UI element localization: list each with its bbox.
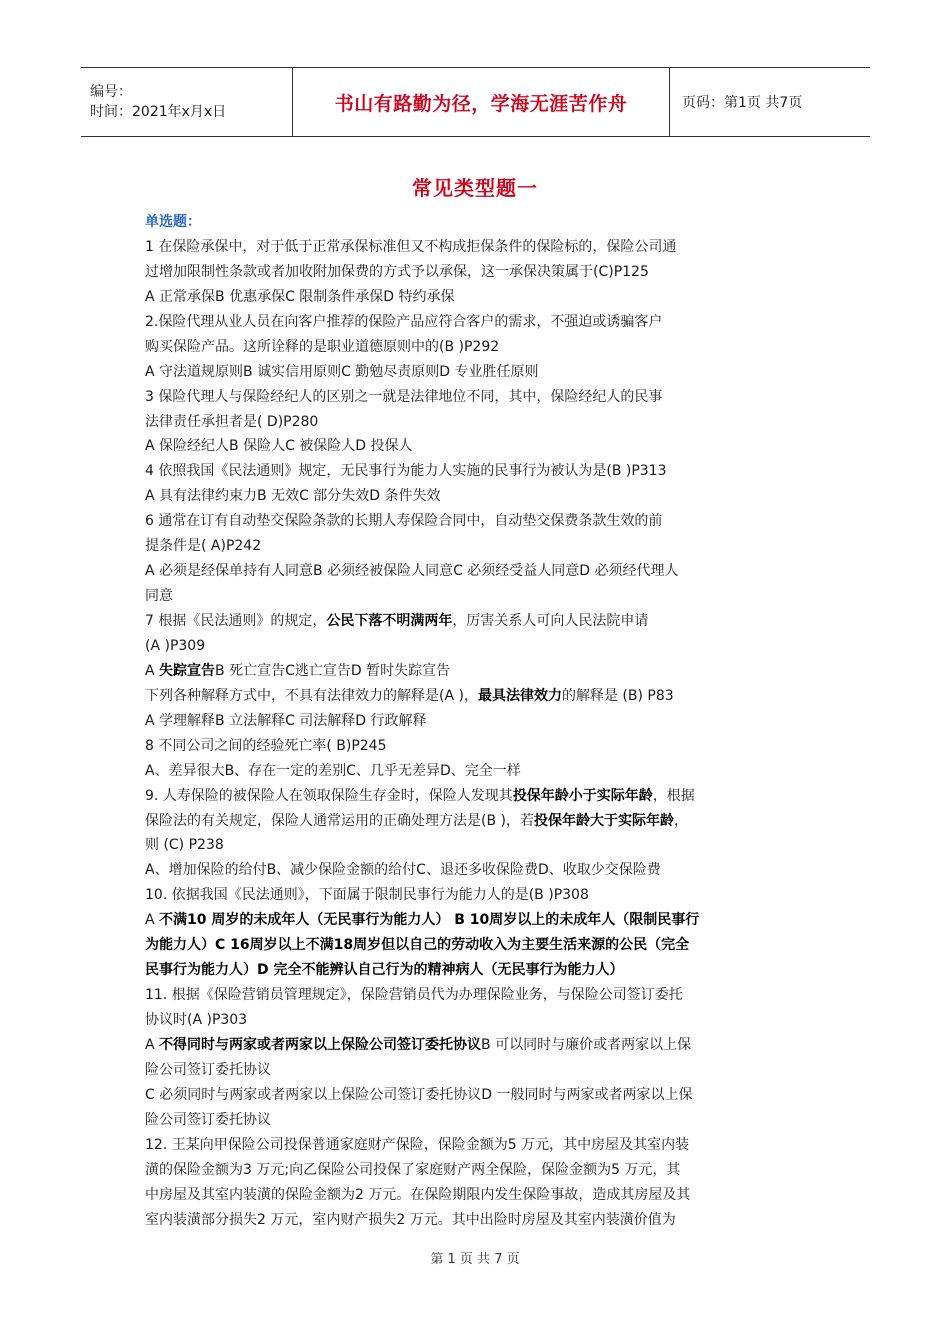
- text-run: A 学理解释B 立法解释C 司法解释D 行政解释: [145, 712, 427, 729]
- text-line: [145, 883, 825, 908]
- text-line: [145, 1033, 825, 1058]
- text-run: 下列各种解释方式中，不具有法律效力的解释是(A )，: [145, 687, 478, 704]
- bold-text-run: 不满10 周岁的未成年人（无民事行为能力人） B 10周岁以上的未成年人（限制民事行: [159, 912, 700, 929]
- bold-text-run: 为能力人）C 16周岁以上不满18周岁但以自己的劳动收入为主要生活来源的公民（完全: [145, 937, 690, 954]
- header-page-cell: [670, 68, 870, 136]
- text-line: [145, 459, 825, 484]
- text-line: [145, 584, 825, 609]
- text-run: C 必须同时与两家或者两家以上保险公司签订委托协议D 一般同时与两家或者两家以上保: [145, 1086, 693, 1103]
- time-label: 时间：2021年x月x日: [90, 104, 227, 120]
- text-run: 同意: [145, 588, 173, 605]
- text-run: 4 依照我国《民法通则》规定，无民事行为能力人实施的民事行为被认为是(B )P313: [145, 463, 667, 480]
- text-line: [145, 385, 825, 410]
- text-run: 险公司签订委托协议: [145, 1111, 271, 1128]
- motto: 书山有路勤为径，学海无涯苦作舟: [334, 92, 628, 115]
- text-run: A: [145, 1036, 160, 1053]
- text-line: [145, 659, 825, 684]
- text-line: [145, 1208, 825, 1233]
- text-run: 的解释是 (B) P83: [561, 687, 674, 704]
- text-run: 6 通常在订有自动垫交保险条款的长期人寿保险合同中，自动垫交保费条款生效的前: [145, 513, 663, 530]
- text-line: [145, 285, 825, 310]
- text-line: [145, 260, 825, 285]
- text-run: 购买保险产品。这所诠释的是职业道德原则中的(B )P292: [145, 338, 500, 355]
- text-line: [145, 410, 825, 435]
- section-heading: 单选题：: [145, 214, 201, 230]
- text-run: ，根据: [652, 787, 695, 804]
- text-run: 11. 根据《保险营销员管理规定》，保险营销员代为办理保险业务，与保险公司签订委托: [145, 987, 683, 1004]
- bold-text-run: 公民下落不明满两年: [326, 613, 453, 629]
- header-meta: [81, 68, 292, 136]
- text-line: [145, 809, 825, 834]
- text-run: 2.保险代理从业人员在向客户推荐的保险产品应符合客户的需求，不强迫或诱骗客户: [145, 313, 663, 330]
- text-run: 1 在保险承保中，对于低于正常承保标准但又不构成拒保条件的保险标的，保险公司通: [145, 238, 677, 255]
- text-run: A: [145, 912, 160, 929]
- text-line: [145, 484, 825, 509]
- text-run: ，厉害关系人可向人民法院申请: [452, 613, 649, 629]
- text-line: [145, 1058, 825, 1083]
- text-line: [145, 335, 825, 360]
- bold-text-run: 最具法律效力: [477, 687, 562, 704]
- text-run: 则 (C) P238: [145, 837, 224, 854]
- text-run: 室内装潢部分损失2 万元，室内财产损失2 万元。其中出险时房屋及其室内装潢价值为: [145, 1211, 676, 1228]
- text-line: [145, 833, 825, 858]
- text-line: [145, 434, 825, 459]
- page-footer: 第 1 页 共 7 页: [430, 1252, 520, 1267]
- text-run: A、差异很大B、存在一定的差别C、几乎无差异D、完全一样: [145, 762, 521, 779]
- text-line: [145, 559, 825, 584]
- text-line: [145, 509, 825, 534]
- text-run: 10. 依据我国《民法通则》，下面属于限制民事行为能力人的是(B )P308: [145, 887, 589, 904]
- bold-text-run: 不得同时与两家或者两家以上保险公司签订委托协议: [159, 1036, 482, 1053]
- text-line: [145, 1158, 825, 1183]
- text-run: 提条件是( A)P242: [145, 538, 262, 555]
- text-run: A: [145, 662, 160, 679]
- text-line: [145, 734, 825, 759]
- text-run: 8 不同公司之间的经验死亡率( B)P245: [145, 737, 387, 754]
- text-line: [145, 709, 825, 734]
- text-line: [145, 609, 825, 634]
- text-run: A 保险经纪人B 保险人C 被保险人D 投保人: [145, 438, 413, 455]
- question-lines: [145, 235, 825, 1233]
- text-run: A 守法道规原则B 诚实信用原则C 勤勉尽责原则D 专业胜任原则: [145, 363, 539, 380]
- text-line: [145, 1183, 825, 1208]
- text-run: 12. 王某向甲保险公司投保普通家庭财产保险，保险金额为5 万元，其中房屋及其室内装: [145, 1136, 690, 1153]
- text-line: [145, 933, 825, 958]
- document-header: [81, 67, 870, 137]
- text-run: 保险法的有关规定，保险人通常运用的正确处理方法是(B )，若: [145, 812, 534, 829]
- text-run: 过增加限制性条款或者加收附加保费的方式予以承保，这一承保决策属于(C)P125: [145, 263, 649, 280]
- text-run: 3 保险代理人与保险经纪人的区别之一就是法律地位不同，其中，保险经纪人的民事: [145, 388, 663, 405]
- text-run: 中房屋及其室内装潢的保险金额为2 万元。在保险期限内发生保险事故，造成其房屋及其: [145, 1186, 691, 1203]
- text-run: A 具有法律约束力B 无效C 部分失效D 条件失效: [145, 488, 441, 505]
- page-title: 常见类型题一: [412, 176, 538, 200]
- text-run: B 死亡宣告C逃亡宣告D 暂时失踪宣告: [215, 662, 451, 679]
- header-motto-cell: [292, 68, 670, 136]
- text-line: [145, 1133, 825, 1158]
- page-label: 页码：第1页 共7页: [682, 95, 803, 111]
- text-run: 险公司签订委托协议: [145, 1061, 271, 1078]
- text-line: [145, 235, 825, 260]
- text-line: [145, 310, 825, 335]
- number-label: 编号：: [90, 84, 132, 100]
- text-line: [145, 534, 825, 559]
- question-content: [145, 210, 825, 1232]
- bold-text-run: 投保年龄大于实际年龄: [533, 812, 674, 829]
- text-run: ，: [673, 812, 688, 829]
- bold-text-run: 投保年龄小于实际年龄: [512, 787, 653, 804]
- bold-text-run: 失踪宣告: [159, 662, 216, 679]
- text-run: A 正常承保B 优惠承保C 限制条件承保D 特约承保: [145, 288, 455, 305]
- text-run: A 必须是经保单持有人同意B 必须经被保险人同意C 必须经受益人同意D 必须经代理人: [145, 563, 679, 580]
- text-line: [145, 958, 825, 983]
- text-line: [145, 759, 825, 784]
- text-line: [145, 1008, 825, 1033]
- text-run: A、增加保险的给付B、减少保险金额的给付C、退还多收保险费D、收取少交保险费: [145, 862, 661, 879]
- text-line: [145, 858, 825, 883]
- text-line: [145, 634, 825, 659]
- text-line: [145, 684, 825, 709]
- text-line: [145, 908, 825, 933]
- text-run: (A )P309: [145, 637, 206, 654]
- text-run: 9. 人寿保险的被保险人在领取保险生存金时，保险人发现其: [145, 787, 513, 804]
- text-line: [145, 360, 825, 385]
- text-line: [145, 983, 825, 1008]
- text-line: [145, 1108, 825, 1133]
- text-run: 法律责任承担者是( D)P280: [145, 413, 319, 430]
- text-run: 潢的保险金额为3 万元;向乙保险公司投保了家庭财产两全保险，保险金额为5 万元，其: [145, 1161, 681, 1178]
- text-line: [145, 1083, 825, 1108]
- text-line: [145, 784, 825, 809]
- bold-text-run: 民事行为能力人）D 完全不能辨认自己行为的精神病人（无民事行为能力人）: [145, 962, 624, 979]
- text-run: 协议时(A )P303: [145, 1012, 248, 1028]
- text-run: B 可以同时与廉价或者两家以上保: [481, 1036, 692, 1053]
- text-run: 7 根据《民法通则》的规定，: [145, 613, 327, 629]
